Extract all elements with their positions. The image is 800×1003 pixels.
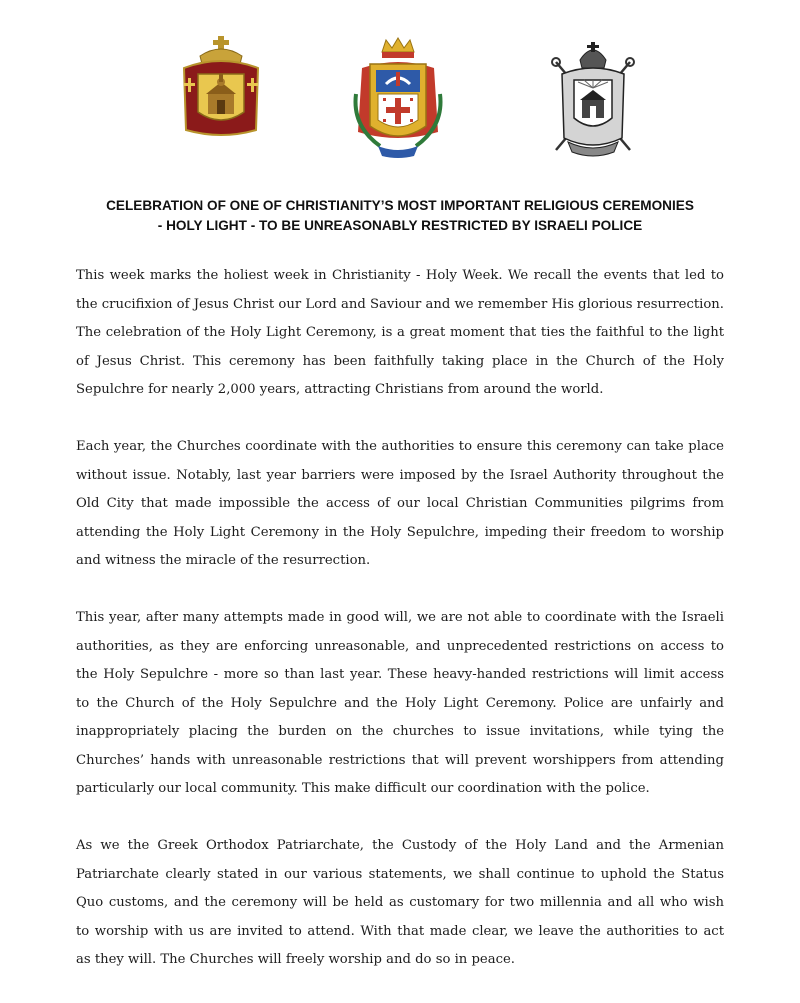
paragraph-line: inappropriately placing the burden on the churches to issue invitations, while tying the (76, 724, 724, 739)
paragraph-line: The celebration of the Holy Light Ceremony, is a great moment that ties the faithful to the light (76, 325, 724, 340)
headline-line-2: - HOLY LIGHT - TO BE UNREASONABLY RESTRICTED BY ISRAELI POLICE (157, 218, 643, 233)
paragraph-line: Sepulchre for nearly 2,000 years, attracting Christians from around the world. (76, 382, 604, 397)
paragraph-line: to the Church of the Holy Sepulchre and the Holy Light Ceremony. Police are unfairly and (76, 695, 724, 711)
greek-orthodox-patriarchate-seal (160, 34, 282, 156)
paragraph-line: and witness the miracle of the resurrection. (76, 553, 371, 568)
headline-line-1: CELEBRATION OF ONE OF CHRISTIANITY’S MOST IMPORTANT RELIGIOUS CEREMONIES (106, 198, 694, 213)
paragraph-line: attending the Holy Light Ceremony in the Holy Sepulchre, impeding their freedom to worship (76, 524, 724, 540)
paragraph-coordination (76, 433, 724, 576)
paragraph-line: the crucifixion of Jesus Christ our Lord and Saviour and we remember His glorious resurrection. (76, 296, 724, 312)
paragraph-line: particularly our local community. This make difficult our coordination with the police. (76, 781, 650, 796)
paragraph-line: Quo customs, and the ceremony will be held as customary for two millennia and all who wish (76, 895, 724, 910)
paragraph-holy-week (76, 262, 724, 405)
paragraph-line: without issue. Notably, last year barriers were imposed by the Israel Authority throughout the (76, 467, 724, 483)
custody-of-the-holy-land-coat-of-arms (348, 34, 448, 162)
paragraph-line: Patriarchate clearly stated in our various statements, we shall continue to uphold the Status (76, 866, 724, 882)
paragraph-line: Old City that made impossible the access of our local Christian Communities pilgrims from (76, 496, 724, 511)
paragraph-status-quo (76, 832, 724, 975)
press-release-headline (40, 196, 760, 236)
armenian-patriarchate-seal (542, 38, 644, 160)
paragraph-line: This week marks the holiest week in Christianity - Holy Week. We recall the events that led to (76, 268, 724, 283)
paragraph-line: Each year, the Churches coordinate with the authorities to ensure this ceremony can take place (76, 439, 724, 454)
paragraph-line: authorities, as they are enforcing unreasonable, and unprecedented restrictions on access to (76, 638, 724, 654)
paragraph-line: As we the Greek Orthodox Patriarchate, the Custody of the Holy Land and the Armenian (76, 838, 724, 853)
paragraph-line: as they will. The Churches will freely worship and do so in peace. (76, 952, 515, 967)
paragraph-restrictions (76, 604, 724, 804)
paragraph-line: the Holy Sepulchre - more so than last year. These heavy-handed restrictions will limit access (76, 667, 724, 682)
paragraph-line: to worship with us are invited to attend. With that made clear, we leave the authorities to act (76, 923, 724, 939)
header-logos (0, 34, 800, 164)
paragraph-line: This year, after many attempts made in good will, we are not able to coordinate with the Israeli (76, 610, 724, 625)
paragraph-line: Churches’ hands with unreasonable restrictions that will prevent worshippers from attending (76, 752, 724, 768)
paragraph-line: of Jesus Christ. This ceremony has been faithfully taking place in the Church of the Holy (76, 353, 724, 369)
press-release-body (76, 262, 724, 1003)
